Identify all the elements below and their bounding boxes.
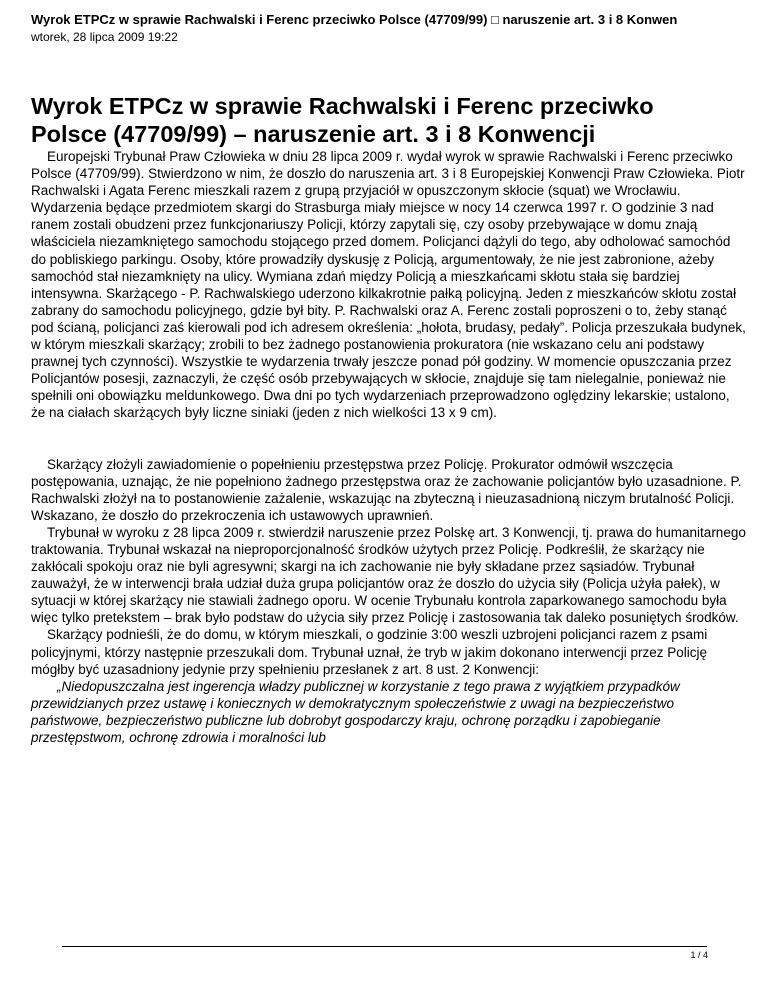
footer-divider (62, 946, 707, 947)
paragraph-intro: Europejski Trybunał Praw Człowieka w dniu 28 lipca 2009 r. wydał wyrok w sprawie Rachwalski i Ferenc przeciwko Polsce (47709/99). Stwierdzono w nim, że doszło do naruszenia art. 3 i 8 Europejskiej Konwencji Praw Człowieka. Piotr Rachwalski i Agata Ferenc mieszkali razem z grupą przyjaciół w opuszczonym skłocie (squat) we Wrocławiu. Wydarzenia będące przedmiotem skargi do Strasburga miały miejsce w nocy 14 czerwca 1997 r. O godzinie 3 nad ranem zostali obudzeni przez funkcjonariuszy Policji, którzy zapytali się, czy osoby przebywające w domu znają właściciela niezamkniętego samochodu stojącego przed domem. Policjanci dążyli do tego, aby odholować samochód do pobliskiego parkingu. Osoby, które prowadziły dyskusję z Policją, argumentowały, że nie jest zabronione, ażeby samochód stał niezamknięty na ulicy. Wymiana zdań między Policją a mieszkańcami skłotu stała się bardziej intensywna. Skarżącego - P. Rachwalskiego uderzono kilkakrotnie pałką policyjną. Jeden z mieszkańców skłotu został zabrany do samochodu policyjnego, gdzie był bity. P. Rachwalski oraz A. Ferenc zostali poproszeni o to, żeby stanąć pod ścianą, policjanci zaś kierowali pod ich adresem określenia: „hołota, brudasy, pedały”. Policja przeszukała budynek, w którym mieszkali skarżący; zrobili to bez żadnego postanowienia prokuratora (nie wskazano celu ani podstawy prawnej tych czynności). Wszystkie te wydarzenia trwały jeszcze ponad pół godziny. W momencie opuszczania przez Policjantów posesji, zaznaczyli, że część osób przebywających w skłocie, znajduje się tam nielegalnie, ponieważ nie spełnili oni obowiązku meldunkowego. Dwa dni po tych wydarzeniach przeprowadzono oględziny lekarskie; ustalono, że na ciałach skarżących były liczne siniaki (jeden z nich wielkości 13 x 9 cm). (31, 149, 746, 421)
header-date: wtorek, 28 lipca 2009 19:22 (31, 30, 178, 44)
paragraph-complaint: Skarżący złożyli zawiadomienie o popełnieniu przestępstwa przez Policję. Prokurator odmówił wszczęcia postępowania, uznając, że nie popełniono żadnego przestępstwa oraz że zachowanie policjantów było uzasadnione. P. Rachwalski złożył na to postanowienie zażalenie, wskazując na zbyteczną i nieuzasadnioną niczym brutalność Policji. Wskazano, że doszło do przekroczenia ich ustawowych uprawnień. (31, 456, 742, 523)
paragraph-quote-art8: „Niedopuszczalna jest ingerencja władzy publicznej w korzystanie z tego prawa z wyjątkiem przypadków przewidzianych przez ustawę i koniecznych w demokratycznym społeczeństwie z uwagi na bezpieczeństwo państwowe, bezpieczeństwo publiczne lub dobrobyt gospodarczy kraju, ochronę porządku i zapobieganie przestępstwom, ochronę zdrowia i moralności lub (31, 678, 680, 745)
page-header (31, 12, 768, 45)
paragraph-judgment-art3: Trybunał w wyroku z 28 lipca 2009 r. stwierdził naruszenie przez Polskę art. 3 Konwencji, tj. prawa do humanitarnego traktowania. Trybunał wskazał na nieproporcjonalność środków użytych przez Policję. Podkreślił, że skarżący nie zakłócali spokoju oraz nie byli agresywni; skargi na ich zachowanie nie były składane przez sąsiadów. Trybunał zauważył, że w interwencji brała udział duża grupa policjantów oraz że doszło do użycia siły (Policja użyła pałek), w sytuacji w której skarżący nie stawiali żadnego oporu. W ocenie Trybunału kontrola zaparkowanego samochodu była więc tylko pretekstem – brak było podstaw do użycia siły przez Policję i zastosowania tak daleko posuniętych środków. (31, 524, 746, 626)
page-number: 1 / 4 (690, 950, 708, 960)
paragraph-search: Skarżący podnieśli, że do domu, w którym mieszkali, o godzinie 3:00 weszli uzbrojeni policjanci razem z psami policyjnymi, którzy następnie przeszukali dom. Trybunał uznał, że tryb w jakim dokonano interwencji przez Policję mógłby być uzasadniony jedynie przy spełnieniu przesłanek z art. 8 ust. 2 Konwencji: (31, 627, 708, 677)
document-title: Wyrok ETPCz w sprawie Rachwalski i Ferenc przeciwko Polsce (47709/99) – naruszenie art. 3 i 8 Konwencji (31, 93, 654, 147)
document-body (31, 148, 747, 746)
header-title: Wyrok ETPCz w sprawie Rachwalski i Ferenc przeciwko Polsce (47709/99) □ naruszenie art. 3 i 8 Konwen (31, 12, 678, 27)
